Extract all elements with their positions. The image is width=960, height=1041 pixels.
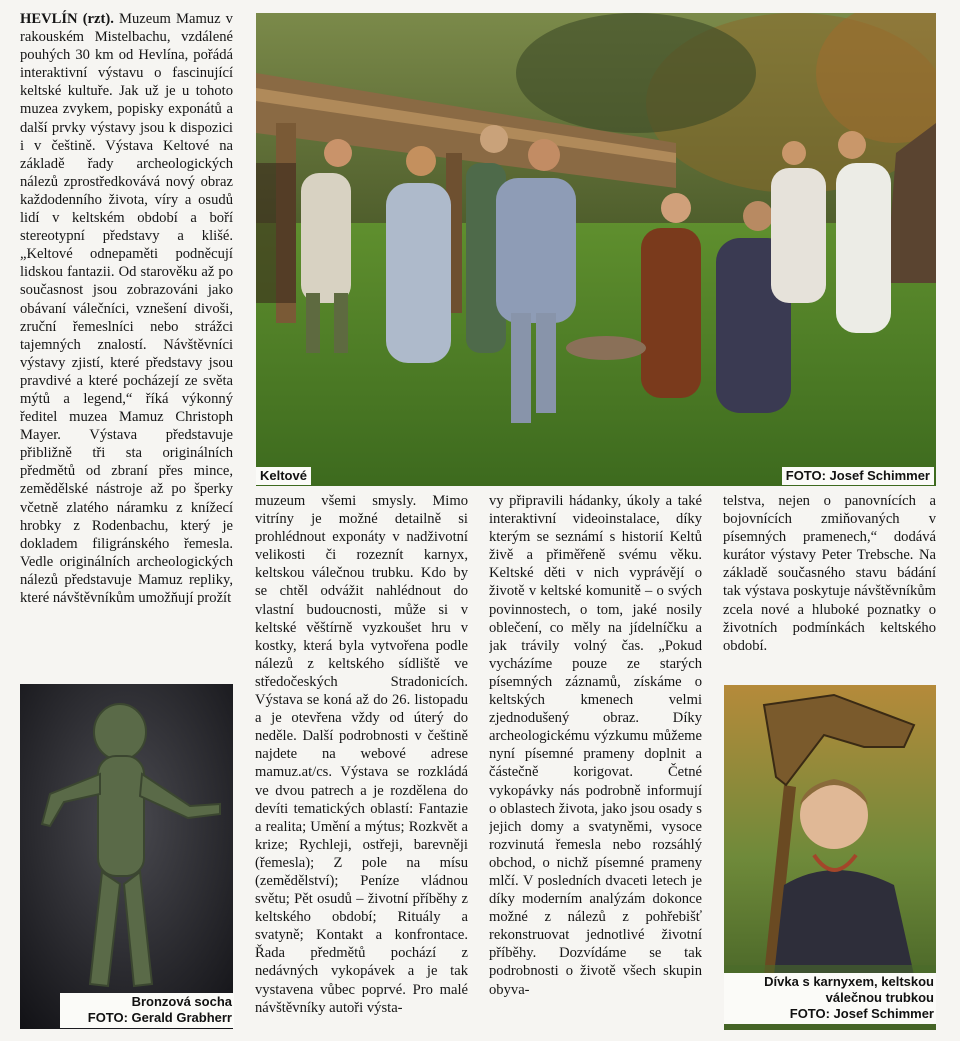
- article-column-2: [255, 492, 468, 1037]
- article-column-4: [723, 492, 936, 677]
- article-column-3: [489, 492, 702, 1037]
- article-text-col1: Muzeum Mamuz v rakouském Mistelbachu, vzdálené pouhých 30 km od Hevlína, pořádá interaktivní výstavu o fascinující keltské kultuře. Jak už je u tohoto muzea zvykem, popisky exponátů a další prvky výstavy jsou k dispozici i v češtině. Výstava Keltové na základě řady archeologických nálezů zprostředkovává nový obraz každodenního života, víry a osudů lidí v keltském období a boří stereotypní představy a klišé. „Keltové odnepaměti podněcují lidskou fantazii. Od starověku až po současnost jsou zobrazováni jako obávaní válečníci, vznešení divoši, zruční řemeslníci nebo strážci tajemných znalostí. Návštěvníci výstavy zjistí, které představy jsou pravdivé a které pocházejí ze světa mýtů a legend,“ říká výkonný ředitel muzea Mamuz Christoph Mayer. Výstava představuje přibližně tři sta originálních předmětů od zbraní přes mince, zemědělské nástroje až po šperky včetně zlatého náramku z knížecí hrobky z Rodenbachu, který je dokladem filigránského řemesla. Vedle originálních archeologických nálezů představuje Mamuz repliky, které návštěvníkům umožňují prožít: [20, 11, 233, 606]
- article-text-col4: telstva, nejen o panovnících a bojovnících zmiňovaných v písemných pramenech,“ dodává kurátor výstavy Peter Trebsche. Na základě současného stavu bádání tak výstava poskytuje návštěvníkům zcela nové a hluboké poznatky o životních podmínkách keltského období.: [723, 493, 936, 654]
- main-photo-credit: FOTO: Josef Schimmer: [782, 467, 934, 485]
- statue-caption: [60, 993, 234, 1028]
- article-dateline: HEVLÍN (rzt).: [20, 11, 114, 27]
- girl-caption-title-2: válečnou trubkou: [825, 990, 934, 1005]
- main-photo-celts: [256, 13, 936, 486]
- article-text-col2: muzeum všemi smysly. Mimo vitríny je možné detailně si prohlédnout exponáty v nadživotní velikosti či rozeznít karnyx, keltskou válečnou trubku. Kdo by se chtěl odvážit nahlédnout do vlastní budoucnosti, může si v keltské věštírně vyzkoušet hru v kostky, která byla vytvořena podle nálezů z keltského sídliště ve středočeských Stradonicích. Výstava se koná až do 26. listopadu a je otevřena vždy od úterý do neděle. Další podrobnosti v češtině najdete na webové adrese mamuz.at/cs. Výstava se rozkládá ve dvou patrech a je rozdělena do devíti tematických oblastí: Fantazie a realita; Umění a mýtus; Rozkvět a krize; Rychleji, ostřeji, barevněji (řemesla); Z pole na mísu (zemědělství); Peníze vládnou světu; Pět osudů – životní příběhy z keltského období; Rituály a svatyně; Kontakt a konfrontace. Řada předmětů pochází z nedávných vykopávek a je tak vystavena vůbec poprvé. Pro malé návštěvníky autoři výsta-: [255, 493, 468, 1016]
- girl-caption-title: Dívka s karnyxem, keltskou: [764, 974, 934, 989]
- girl-caption: [724, 973, 936, 1024]
- bronze-statue-photo: [20, 684, 233, 1029]
- article-text-col3: vy připravili hádanky, úkoly a také interaktivní videoinstalace, díky kterým se seznámí s historií Keltů živě a přiměřeně svému věku. Keltské děti v nich vyprávějí o životě v keltské komunitě – o svých povinnostech, o tom, jaké nosily oblečení, co měly na jídelníčku a jak trávily volný čas. „Pokud vycházíme pouze ze starých písemných záznamů, získáme o keltských kmenech velmi zjednodušený obraz. Díky archeologickému výzkumu můžeme nyní písemné prameny doplnit a částečně korigovat. Četné vykopávky nás podrobně informují o oblastech života, jako jsou osady s jejich domy a svatyněmi, vysoce rozvinutá řemesla nebo rozsáhlý obchod, o nichž písemné prameny mlčí. V posledních dvaceti letech je díky moderním analýzám dokonce možné z nálezů z pohřebišť rekonstruovat jednotlivé životní příběhy. Dozvídáme se tak podrobnosti o životě všech skupin obyva-: [489, 493, 702, 998]
- article-column-1: [20, 10, 233, 678]
- main-photo-caption-title: Keltové: [256, 467, 311, 485]
- statue-caption-credit: FOTO: Gerald Grabherr: [87, 1010, 232, 1025]
- girl-caption-credit: FOTO: Josef Schimmer: [789, 1006, 934, 1021]
- statue-caption-title: Bronzová socha: [131, 994, 232, 1009]
